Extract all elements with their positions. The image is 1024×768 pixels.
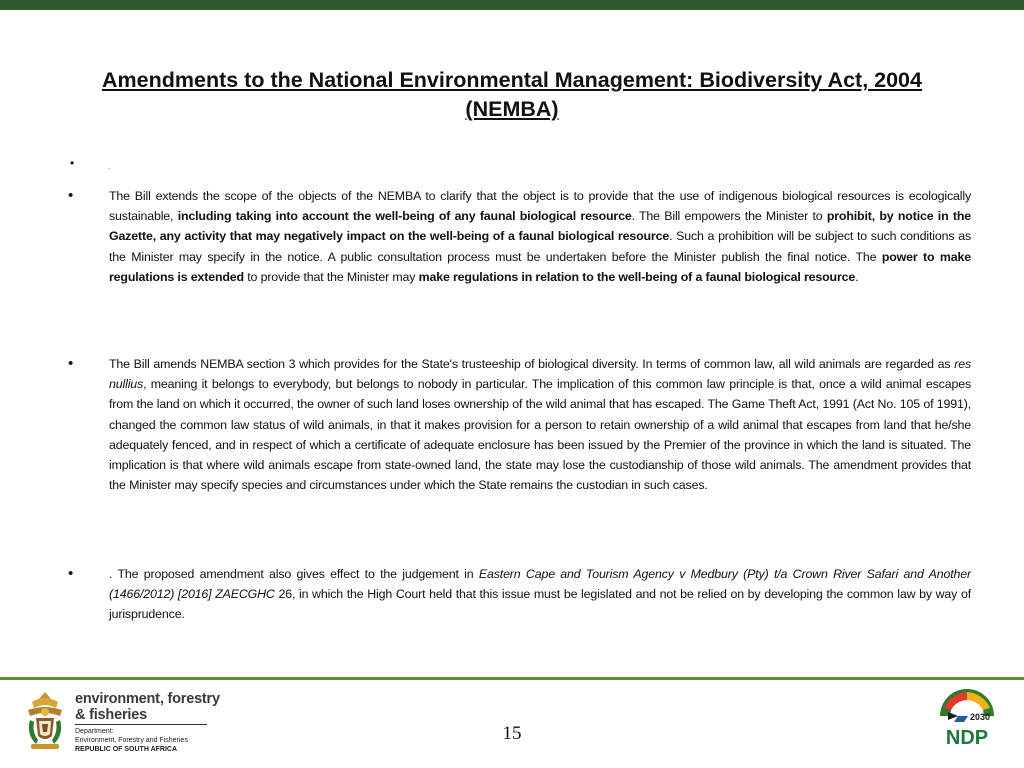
coat-of-arms-icon [22, 690, 68, 752]
ndp-2030-logo-icon [934, 686, 1000, 752]
department-name-line-1: environment, forestry [75, 691, 220, 707]
text-segment: The Bill extends the scope of the objects of the NEMBA to clarify that the object is to provide that the use of indigenous biological resources is ecologically sustainable, [109, 189, 971, 224]
ndp-label: NDP [945, 727, 989, 749]
text-segment: . Such a prohibition will be subject to such conditions as the Minister may specify in the notice. A public consultation process must be undertaken before the Minister publish the final notice. The [109, 229, 971, 264]
department-name [75, 691, 220, 723]
bold-text-segment: prohibit, by notice in the Gazette, any activity that may negatively impact on the well-being of a faunal biological resource [109, 209, 972, 244]
department-full-name: Environment, Forestry and Fisheries [75, 737, 188, 744]
department-divider [75, 724, 207, 725]
bold-text-segment: including taking into account the well-being of any faunal biological resource [177, 209, 632, 224]
text-segment: , meaning it belongs to everybody, but belongs to nobody in particular. The implication of this common law principle is that, once a wild animal escapes from the land on which it occurred, the owner of such land loses ownership of the wild animal that has escaped. The Game Theft Act, 1991 (Act No. 105 of 1991), changed the common law status of wild animals, in that it makes provision for a person to retain ownership of a wild animal that escapes from land that he/she adequately fenced, and in respect of which a certificate of adequate enclosure has been issued by the Premier of the province in which the land is situated. The implication is that where wild animals escape from state-owned land, the state may lose the custodianship of those wild animals. The amendment provides that the Minister may specify species and circumstances under which the State remains the custodian in such cases. [109, 377, 971, 493]
department-label: Department: [75, 728, 114, 735]
bullet-paragraph-scope [109, 186, 971, 287]
text-segment: . The proposed amendment also gives effect to the judgement in [109, 567, 479, 581]
text-segment: The Bill amends NEMBA section 3 which provides for the State's trusteeship of biological diversity. In terms of common law, all wild animals are regarded as [109, 357, 955, 371]
empty-bullet-text: . [108, 162, 111, 171]
bold-text-segment: make regulations in relation to the well-being of a faunal biological resource [418, 269, 856, 284]
footer-rule [0, 677, 1024, 680]
text-segment: . The Bill empowers the Minister to [631, 209, 827, 224]
italic-text-segment: Eastern Cape and Tourism Agency v Medbury (Pty) t/a Crown River Safari and Another (1466/2012) [2016] ZAECGHC [109, 567, 971, 602]
text-segment: to provide that the Minister may [243, 269, 419, 284]
empty-bullet-marker: • [70, 156, 75, 170]
department-subtitle [75, 727, 188, 754]
italic-text-segment: res nullius [109, 357, 971, 392]
slide-title: Amendments to the National Environmental Management: Biodiversity Act, 2004 (NEMBA) [102, 68, 922, 121]
bullet-paragraph-judgement [109, 564, 971, 625]
bullet-marker: • [68, 565, 74, 582]
bullet-paragraph-trusteeship [109, 354, 971, 495]
top-bar [0, 0, 1024, 10]
country-name: REPUBLIC OF SOUTH AFRICA [75, 746, 178, 753]
text-segment: . [855, 269, 859, 284]
page-number: 15 [502, 723, 522, 744]
text-segment: 26, in which the High Court held that this issue must be legislated and not be relied on by developing the common law by way of jurisprudence. [109, 587, 971, 622]
department-name-line-2: & fisheries [75, 707, 147, 723]
bold-text-segment: power to make regulations is extended [109, 249, 971, 284]
bullet-marker: • [68, 355, 74, 372]
bullet-marker: • [68, 187, 74, 204]
ndp-year: 2030 [970, 712, 991, 722]
